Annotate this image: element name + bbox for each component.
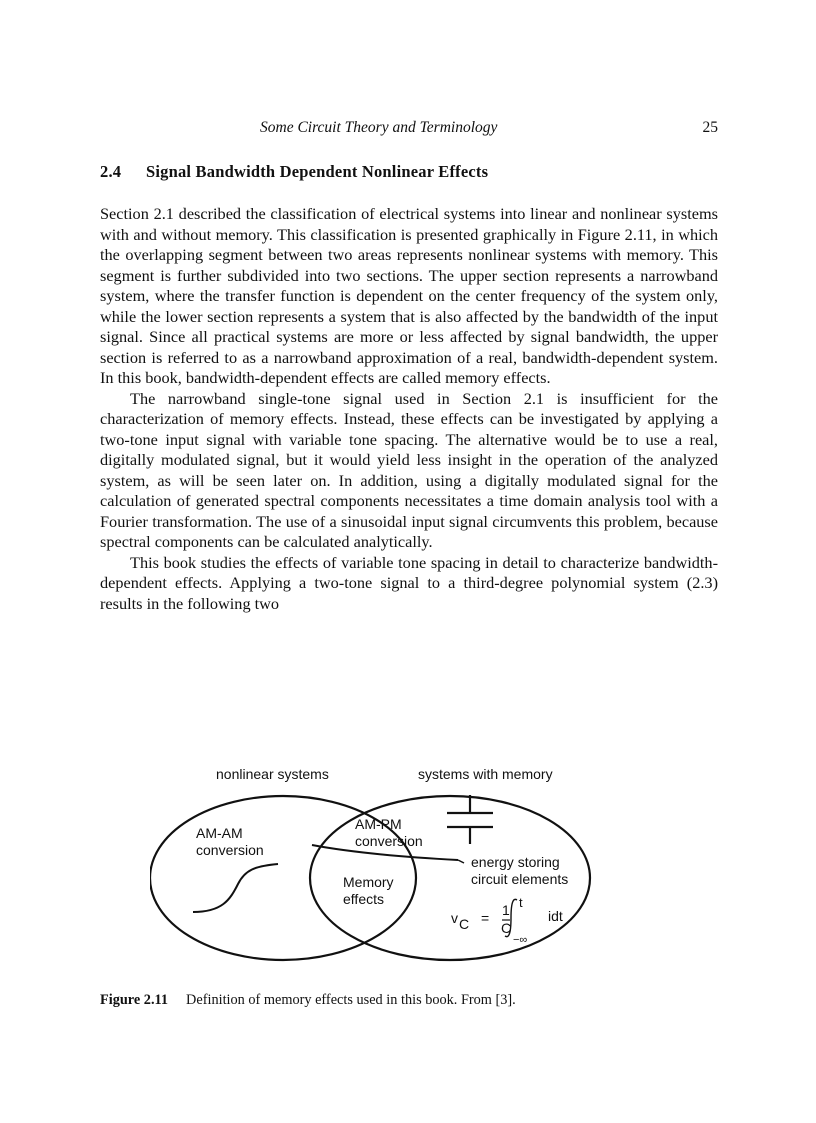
label-nonlinear-systems: nonlinear systems [216,766,329,782]
label-systems-with-memory: systems with memory [418,766,553,782]
paragraph-2: The narrowband single-tone signal used in Section 2.1 is insufficient for the characterization of memory effects. Instead, these effects can be investigated by applying a two-tone input signal with variable tone spacing. The alternative would be to use a real, digitally modulated signal, but it would yield less insight in the operation of the analyzed system, as will be seen later on. In addition, using a digitally modulated signal for the calculation of generated spectral components necessitates a time domain analysis tool with a Fourier transformation. The use of a sinusoidal input signal circumvents this problem, because spectral components can be calculated analytically. [100,388,718,551]
caption-text: Definition of memory effects used in this book. From [3]. [186,992,516,1008]
am-am-curve-icon [193,864,278,912]
label-am-am-conversion: conversion [196,842,264,858]
label-circuit-elements: circuit elements [471,871,569,887]
eq-subscript-c: C [459,916,470,932]
eq-denominator: C [501,920,512,936]
venn-figure [150,760,620,990]
body-text [100,204,718,614]
paragraph-3: This book studies the effects of variable tone spacing in detail to characterize bandwidth-dependent effects. Applying a two-tone signal to a third-degree polynomial system (2.3) results in the following two [100,552,718,613]
section-heading [100,162,488,182]
label-memory: Memory [343,874,394,890]
label-am-am: AM-AM [196,825,243,841]
label-am-pm: AM-PM [355,816,402,832]
capacitor-icon [447,795,493,844]
running-title: Some Circuit Theory and Terminology [260,119,498,136]
paragraph-1: Section 2.1 described the classification of electrical systems into linear and nonlinear systems with and without memory. This classification is presented graphically in Figure 2.11, in which the overlapping segment between two areas represents nonlinear systems with memory. This segment is further subdivided into two sections. The upper section represents a narrowband system, where the transfer function is dependent on the center frequency of the system only, while the lower section represents a system that is also affected by the bandwidth of the input signal. Since all practical systems are more or less affected by signal bandwidth, the upper section is referred to as a narrowband approximation of a real, bandwidth-dependent system. In this book, bandwidth-dependent effects are called memory effects. [100,204,718,387]
figure-caption [100,992,516,1009]
section-title: Signal Bandwidth Dependent Nonlinear Effects [146,162,489,181]
eq-v: v [451,910,458,926]
eq-integrand: idt [548,908,563,924]
page-number: 25 [702,119,718,136]
eq-upper-limit: t [519,895,523,910]
eq-numerator: 1 [502,902,510,918]
eq-lower-limit: −∞ [513,934,528,946]
section-number: 2.4 [100,162,122,181]
label-memory-effects: effects [343,891,384,907]
label-energy-storing: energy storing [471,854,560,870]
divider-leader-line [458,860,464,863]
running-head [100,119,718,139]
eq-equals: = [481,910,490,926]
caption-label: Figure 2.11 [100,992,169,1008]
label-am-pm-conversion: conversion [355,833,423,849]
